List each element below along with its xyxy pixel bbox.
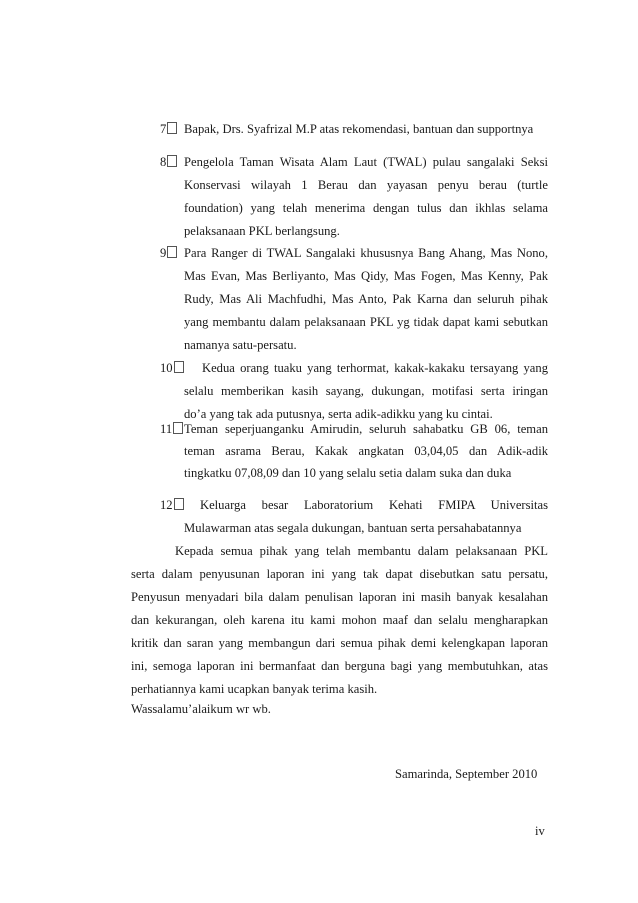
list-item-line: yang membantu dalam pelaksanaan PKL yg tidak dapat kami sebutkan bbox=[184, 315, 548, 329]
missing-glyph-box bbox=[167, 122, 177, 134]
list-item-line: Keluarga besar Laboratorium Kehati FMIPA Universitas bbox=[200, 498, 548, 512]
list-item-line: Mas Evan, Mas Berliyanto, Mas Qidy, Mas Fogen, Mas Kenny, Pak bbox=[184, 269, 548, 283]
paragraph-line: kritik dan saran yang membangun dari semua pihak demi kelengkapan laporan bbox=[131, 636, 548, 650]
paragraph-line: serta dalam penyusunan laporan ini yang tak dapat disebutkan satu persatu, bbox=[131, 567, 548, 581]
page-number: iv bbox=[535, 824, 545, 838]
list-item-line: Teman seperjuanganku Amirudin, seluruh sahabatku GB 06, teman bbox=[184, 422, 548, 436]
list-item-line: Rudy, Mas Ali Machfudhi, Mas Anto, Pak Karna dan seluruh pihak bbox=[184, 292, 548, 306]
missing-glyph-box bbox=[167, 246, 177, 258]
list-item-number: 9 bbox=[160, 246, 177, 261]
missing-glyph-box bbox=[173, 422, 183, 434]
list-item-line: namanya satu-persatu. bbox=[184, 338, 297, 352]
missing-glyph-box bbox=[174, 361, 184, 373]
list-item-number: 8 bbox=[160, 155, 177, 170]
list-item-line: Para Ranger di TWAL Sangalaki khususnya Bang Ahang, Mas Nono, bbox=[184, 246, 548, 260]
list-item-line: pelaksanaan PKL berlangsung. bbox=[184, 224, 340, 238]
paragraph-line: ini, semoga laporan ini bermanfaat dan berguna bagi yang membutuhkan, atas bbox=[131, 659, 548, 673]
missing-glyph-box bbox=[174, 498, 184, 510]
list-item-line: tingkatku 07,08,09 dan 10 yang selalu setia dalam suka dan duka bbox=[184, 466, 512, 480]
list-item-number: 12 bbox=[160, 498, 184, 513]
list-item-line: selalu memberikan kasih sayang, dukungan, motifasi serta iringan bbox=[184, 384, 548, 398]
list-item-line: Mulawarman atas segala dukungan, bantuan serta persahabatannya bbox=[184, 521, 522, 535]
list-item-number: 7 bbox=[160, 122, 177, 137]
list-item-number: 10 bbox=[160, 361, 184, 376]
list-item-line: foundation) yang telah menerima dengan tulus dan ikhlas selama bbox=[184, 201, 548, 215]
list-item-line: Bapak, Drs. Syafrizal M.P atas rekomendasi, bantuan dan supportnya bbox=[184, 122, 534, 136]
list-item-line: do’a yang tak ada putusnya, serta adik-adikku yang ku cintai. bbox=[184, 407, 493, 421]
paragraph-line: Kepada semua pihak yang telah membantu dalam pelaksanaan PKL bbox=[175, 544, 548, 558]
paragraph-line: dan kekurangan, oleh karena itu kami mohon maaf dan selalu mengharapkan bbox=[131, 613, 548, 627]
list-item-line: teman asrama Berau, Kakak angkatan 03,04,05 dan Adik-adik bbox=[184, 444, 548, 458]
paragraph-line: Penyusun menyadari bila dalam penulisan laporan ini masih banyak kesalahan bbox=[131, 590, 548, 604]
place-date: Samarinda, September 2010 bbox=[395, 767, 538, 781]
list-item-number: 11 bbox=[160, 422, 183, 437]
list-item-line: Konservasi wilayah 1 Berau dan yayasan penyu berau (turtle bbox=[184, 178, 548, 192]
missing-glyph-box bbox=[167, 155, 177, 167]
list-item-line: Pengelola Taman Wisata Alam Laut (TWAL) pulau sangalaki Seksi bbox=[184, 155, 548, 169]
list-item-line: Kedua orang tuaku yang terhormat, kakak-kakaku tersayang yang bbox=[202, 361, 548, 375]
closing-greeting: Wassalamu’alaikum wr wb. bbox=[131, 702, 271, 716]
paragraph-line: perhatiannya kami ucapkan banyak terima kasih. bbox=[131, 682, 378, 696]
